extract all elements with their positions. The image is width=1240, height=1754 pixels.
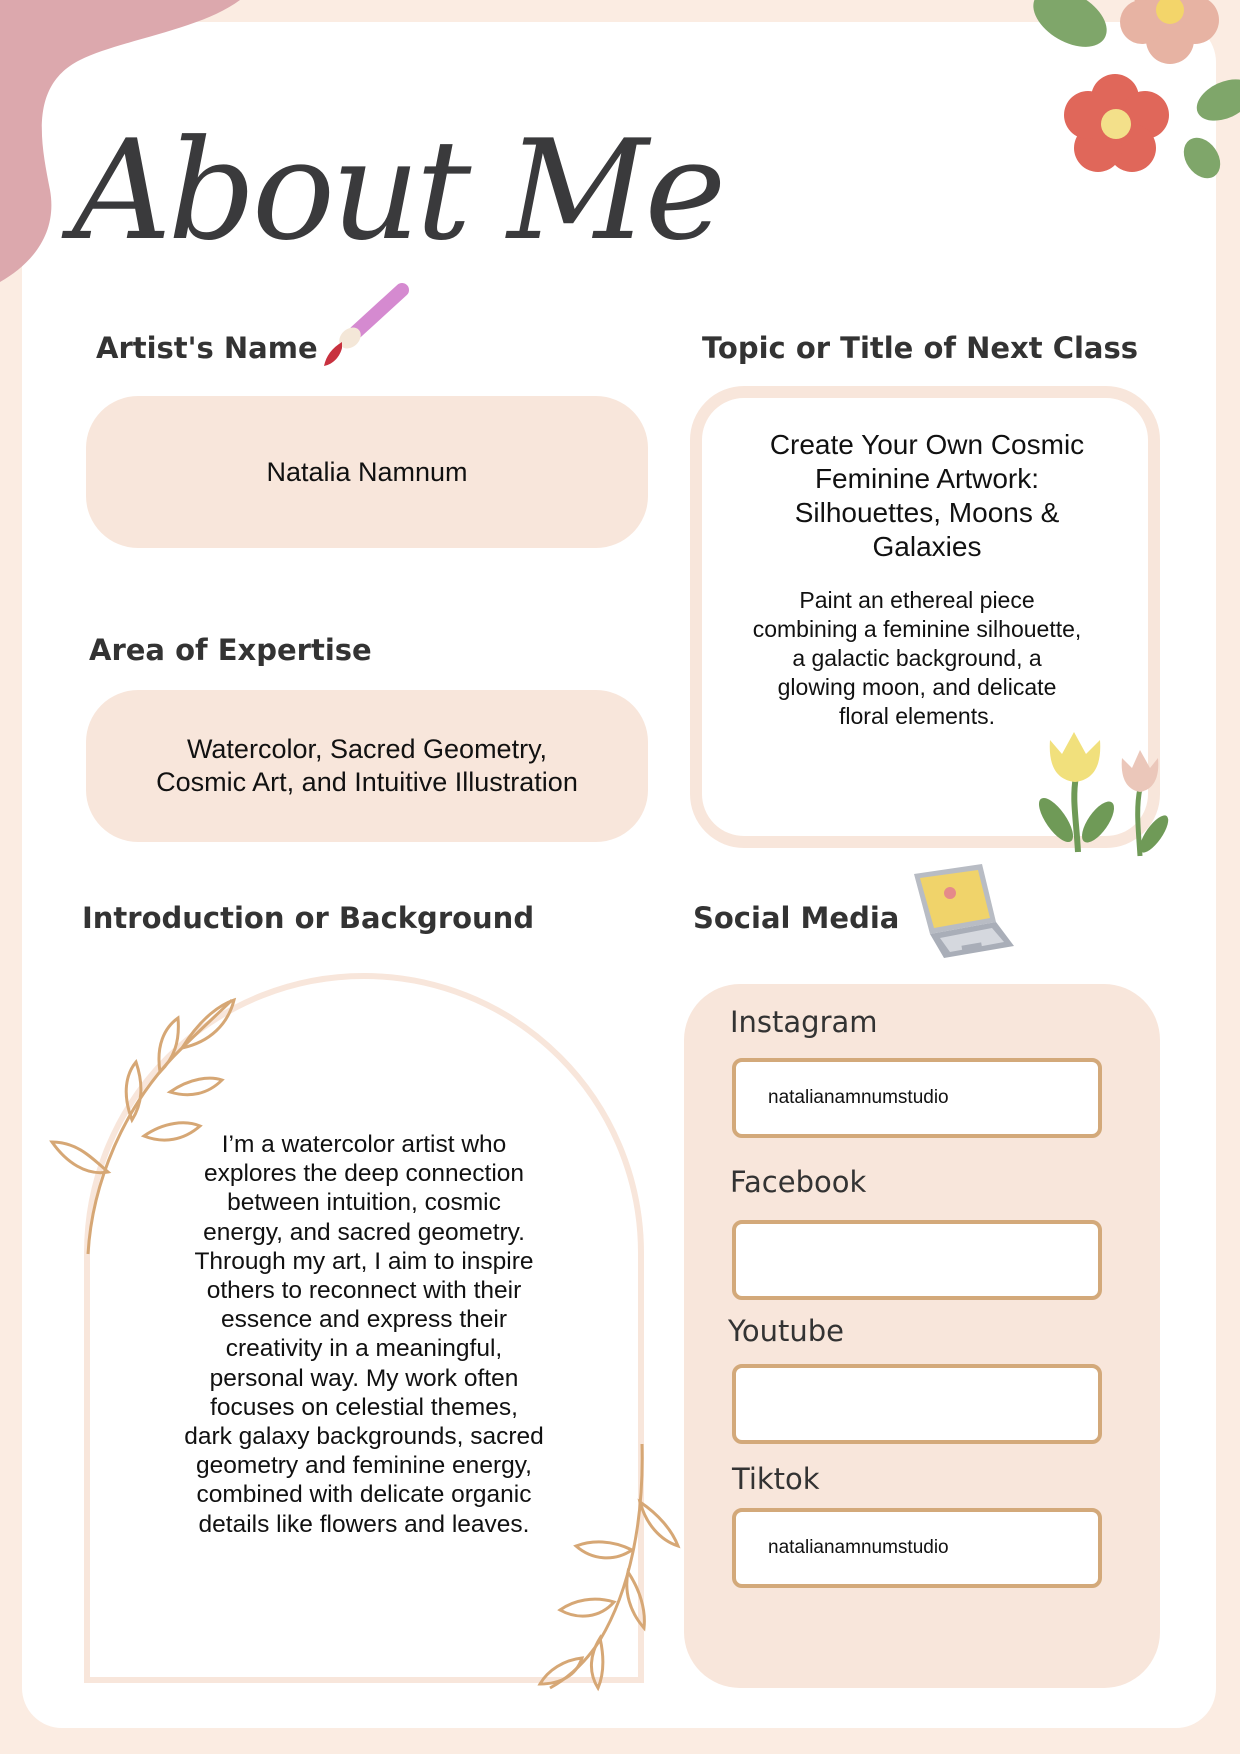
instagram-field[interactable]: natalianamnumstudio: [732, 1058, 1102, 1138]
page-title: About Me: [72, 110, 723, 271]
introduction-heading: Introduction or Background: [82, 901, 535, 935]
expertise-heading: Area of Expertise: [89, 633, 372, 667]
tiktok-label: Tiktok: [732, 1462, 820, 1496]
introduction-text: I’m a watercolor artist who explores the deep connection between intuition, cosmic energy, and sacred geometry. Through my art, I aim to inspire others to reconnect with their essence and express their creativity in a meaningful, personal way. My work often focuses on celestial themes, dark galaxy backgrounds, sacred geometry and feminine energy, combined with delicate organic details like flowers and leaves.: [184, 1131, 544, 1538]
laptop-icon: [910, 860, 1020, 960]
red-flower-icon: [1064, 74, 1169, 172]
facebook-field[interactable]: [732, 1220, 1102, 1300]
next-class-heading: Topic or Title of Next Class: [702, 331, 1139, 365]
artist-name-value: Natalia Namnum: [266, 456, 468, 487]
facebook-label: Facebook: [730, 1165, 867, 1199]
tiktok-field[interactable]: natalianamnumstudio: [732, 1508, 1102, 1588]
expertise-value-line2: Cosmic Art, and Intuitive Illustration: [156, 767, 578, 797]
artist-name-field: [86, 396, 648, 548]
leaf-icon: [1176, 131, 1227, 185]
paintbrush-icon: [320, 286, 410, 370]
pink-flower-icon: [1120, 0, 1219, 64]
next-class-description: Paint an ethereal piece combining a feminine silhouette, a galactic background, a glowing moon, and delicate floral elements.: [752, 587, 1082, 729]
leaf-branch-decoration: [520, 1440, 680, 1690]
leaf-branch-decoration: [52, 996, 242, 1256]
flower-decoration: [1010, 0, 1240, 185]
leaf-icon: [1023, 0, 1116, 59]
leaf-icon: [1190, 71, 1240, 129]
expertise-value-line1: Watercolor, Sacred Geometry,: [186, 734, 548, 765]
expertise-field: [86, 690, 648, 842]
youtube-label: Youtube: [728, 1314, 844, 1348]
tulip-decoration: [1036, 728, 1168, 860]
social-media-heading: Social Media: [693, 901, 900, 935]
next-class-title: Create Your Own Cosmic Feminine Artwork: Silhouettes, Moons & Galaxies: [769, 429, 1085, 562]
instagram-label: Instagram: [730, 1005, 878, 1039]
artist-name-heading: Artist's Name: [96, 331, 318, 365]
youtube-field[interactable]: [732, 1364, 1102, 1444]
